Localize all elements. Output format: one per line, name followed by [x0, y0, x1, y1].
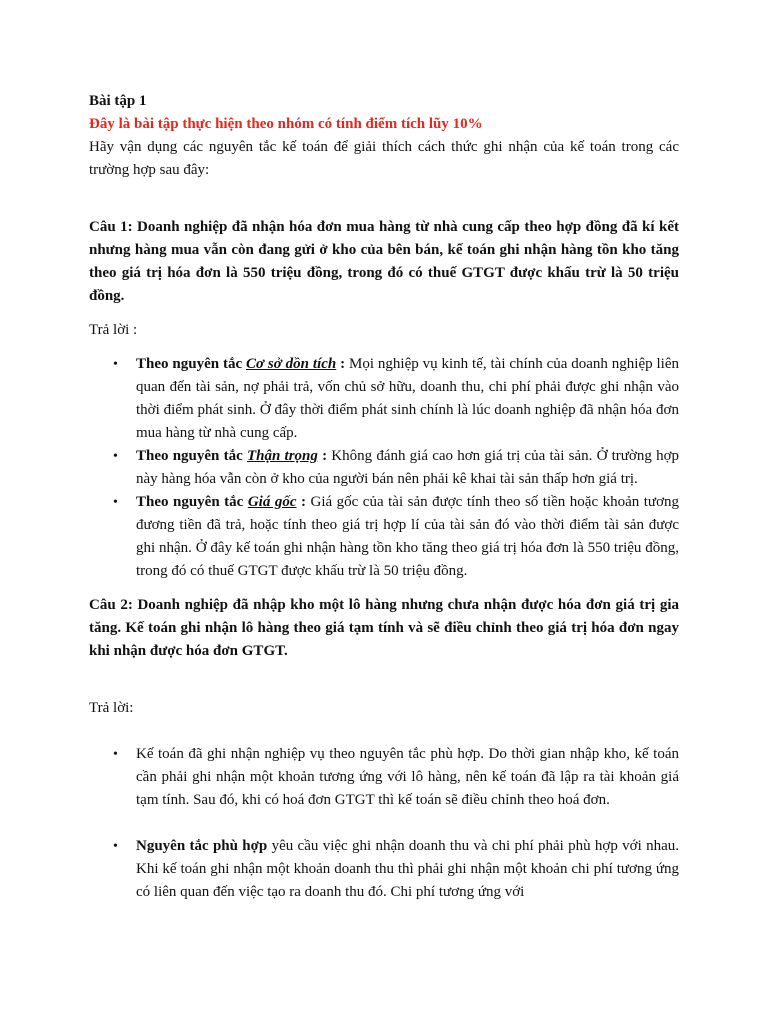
- bullet-icon: •: [113, 839, 118, 854]
- answer-2-item: [89, 743, 679, 812]
- document-page: [89, 90, 679, 904]
- question-1: Câu 1: Doanh nghiệp đã nhận hóa đơn mua hàng từ nhà cung cấp theo hợp đồng đã kí kết nhưng hàng mua vẫn còn đang gửi ở kho của bên bán, kế toán ghi nhận hàng tồn kho tăng theo giá trị hóa đơn là 550 triệu đồng, trong đó có thuế GTGT được khấu trừ là 50 triệu đồng.: [89, 219, 679, 304]
- answer-1-item: [89, 353, 679, 445]
- principle-text: Mọi nghiệp vụ kinh tế, tài chính của doanh nghiệp liên quan đến tài sản, nợ phải trả, vốn chủ sở hữu, doanh thu, chi phí phải được ghi nhận vào thời điểm phát sinh. Ở đây thời điểm phát sinh chính là lúc doanh nghiệp đã nhận hóa đơn mua hàng từ nhà cung cấp.: [136, 356, 680, 441]
- principle-sep: :: [296, 494, 306, 510]
- principle-name: Nguyên tắc phù hợp: [136, 838, 268, 854]
- answer-1-list: [89, 353, 679, 583]
- bullet-icon: •: [113, 449, 118, 464]
- principle-term: Giá gốc: [247, 494, 297, 510]
- answer-1-item: [89, 491, 679, 583]
- principle-term: Cơ sở dồn tích: [245, 356, 337, 372]
- principle-prefix: Theo nguyên tắc: [136, 356, 246, 372]
- answer-label-1: Trả lời :: [89, 322, 138, 338]
- answer-label-2: Trả lời:: [89, 700, 134, 716]
- question-2: Câu 2: Doanh nghiệp đã nhập kho một lô hàng nhưng chưa nhận được hóa đơn giá trị gia tăng. Kế toán ghi nhận lô hàng theo giá tạm tính và sẽ điều chỉnh theo giá trị hóa đơn ngay khi nhận được hóa đơn GTGT.: [89, 597, 679, 659]
- answer-2-text: yêu cầu việc ghi nhận doanh thu và chi phí phải phù hợp với nhau. Khi kế toán ghi nhận một khoản doanh thu thì phải ghi nhận một khoản chi phí tương ứng có liên quan đến việc tạo ra doanh thu đó. Chi phí tương ứng với: [136, 838, 679, 900]
- principle-prefix: Theo nguyên tắc: [136, 448, 247, 464]
- principle-term: Thận trọng: [246, 448, 318, 464]
- intro-paragraph: Hãy vận dụng các nguyên tắc kế toán để giải thích cách thức ghi nhận của kế toán trong các trường hợp sau đây:: [89, 139, 679, 178]
- exercise-title: Bài tập 1: [89, 93, 147, 109]
- principle-sep: :: [336, 356, 346, 372]
- bullet-icon: •: [113, 495, 118, 510]
- answer-2-text: Kế toán đã ghi nhận nghiệp vụ theo nguyên tắc phù hợp. Do thời gian nhập kho, kế toán cần phải ghi nhận một khoản tương ứng với lô hàng, nên kế toán đã lập ra tài khoản giá tạm tính. Sau đó, khi có hoá đơn GTGT thì kế toán sẽ điều chỉnh theo hoá đơn.: [136, 746, 679, 808]
- principle-sep: :: [317, 448, 328, 464]
- answer-1-item: [89, 445, 679, 491]
- principle-text: Giá gốc của tài sản được tính theo số tiền hoặc khoản tương đương tiền đã trả, hoặc tính theo giá trị hợp lí của tài sản đó vào thời điểm tài sản được ghi nhận. Ở đây kế toán ghi nhận hàng tồn kho tăng theo giá trị hóa đơn là 550 triệu đồng, trong đó có thuế GTGT được khấu trừ là 50 triệu đồng.: [136, 494, 679, 579]
- bullet-icon: •: [113, 747, 118, 762]
- group-note: Đây là bài tập thực hiện theo nhóm có tính điểm tích lũy 10%: [89, 116, 483, 132]
- answer-2-item: [89, 835, 679, 904]
- answer-2-list: [89, 743, 679, 904]
- principle-text: Không đánh giá cao hơn giá trị của tài sản. Ở trường hợp này hàng hóa vẫn còn ở kho của người bán nên phải kê khai tài sản thấp hơn giá trị.: [136, 448, 680, 487]
- bullet-icon: •: [113, 357, 118, 372]
- principle-prefix: Theo nguyên tắc: [136, 494, 248, 510]
